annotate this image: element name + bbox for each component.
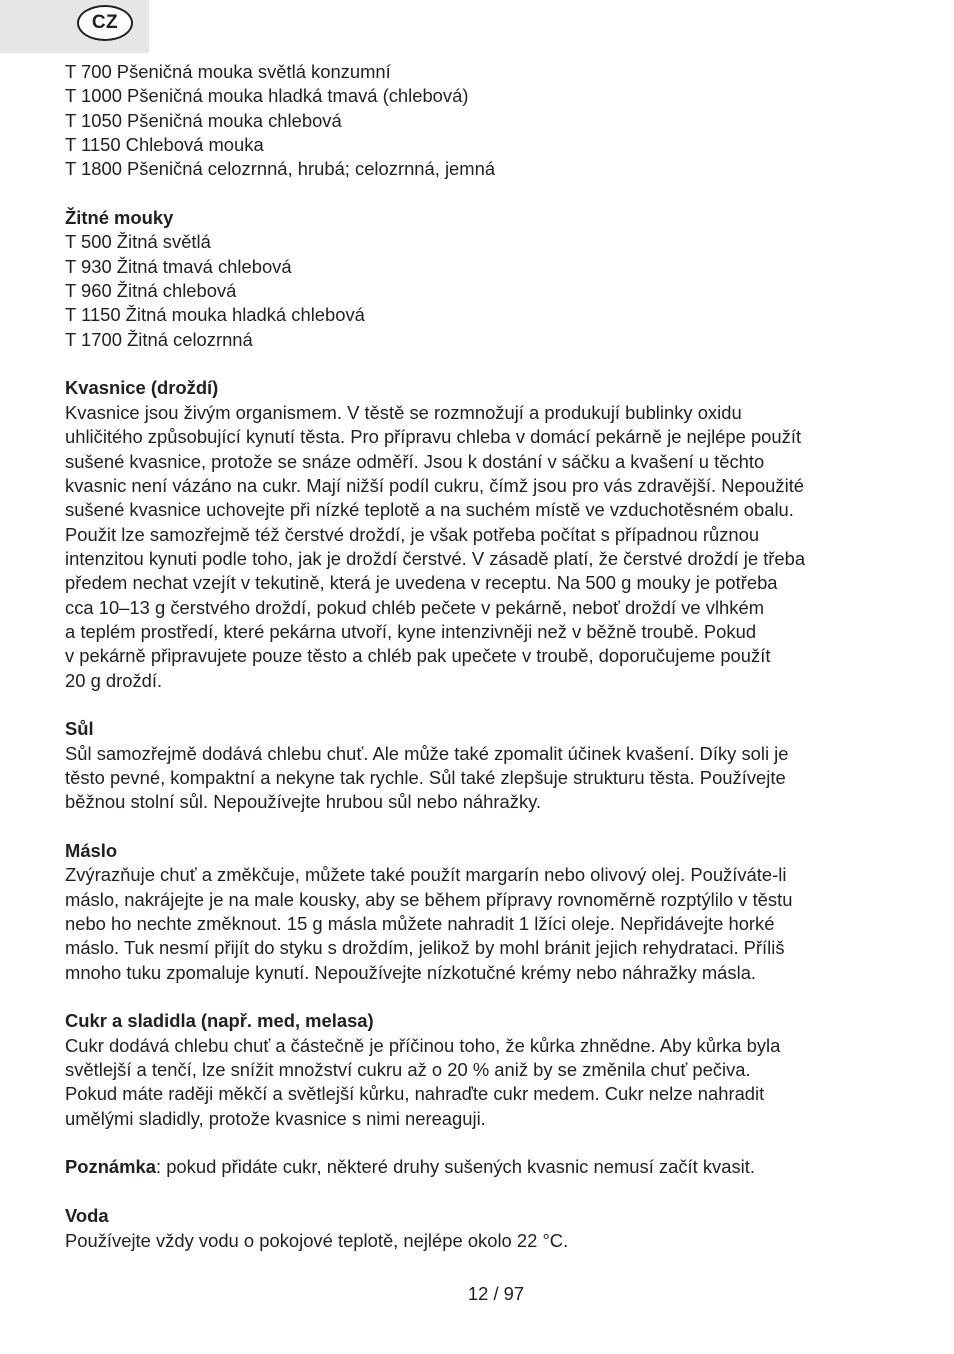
salt-section [65,717,905,814]
section-heading: Kvasnice (droždí) [65,377,219,399]
paragraph-line: cca 10–13 g čerstvého droždí, pokud chléb pečete v pekárně, neboť droždí ve vlhkém [65,596,765,618]
note-label: Poznámka [65,1156,156,1178]
list-item: T 1150 Žitná mouka hladká chlebová [65,304,365,326]
water-section [65,1204,905,1253]
sugar-section [65,1009,905,1131]
section-heading: Cukr a sladidla (např. med, melasa) [65,1010,374,1032]
paragraph-line: nebo ho nechte změknout. 15 g másla můžete nahradit 1 lžíci oleje. Nepřidávejte horké [65,913,775,935]
paragraph-line: Zvýrazňuje chuť a změkčuje, můžete také použít margarín nebo olivový olej. Používáte-li [65,864,787,886]
note-text: : pokud přidáte cukr, některé druhy sušených kvasnic nemusí začít kvasit. [155,1156,755,1178]
paragraph-line: v pekárně připravujete pouze těsto a chléb pak upečete v troubě, doporučujeme použít [65,645,771,667]
paragraph-line: Používejte vždy vodu o pokojové teplotě, nejlépe okolo 22 °C. [65,1229,569,1251]
paragraph-line: a teplém prostředí, které pekárna utvoří, kyne intenzivněji než v běžně troubě. Pokud [65,620,757,642]
wheat-flour-list [65,60,905,182]
paragraph-line: máslo, nakrájejte je na male kousky, aby se během přípravy rovnoměrně rozptýlilo v těstu [65,888,793,910]
paragraph-line: Kvasnice jsou živým organismem. V těstě se rozmnožují a produkují bublinky oxidu [65,401,742,423]
list-item: T 1800 Pšeničná celozrnná, hrubá; celozrnná, jemná [65,158,496,180]
list-item: T 1000 Pšeničná mouka hladká tmavá (chlebová) [65,85,469,107]
paragraph-line: těsto pevné, kompaktní a nekyne tak rychle. Sůl také zlepšuje strukturu těsta. Používejte [65,766,786,788]
list-item: T 500 Žitná světlá [65,231,211,253]
list-item: T 1150 Chlebová mouka [65,134,264,156]
paragraph-line: Použit lze samozřejmě též čerstvé droždí, je však potřeba počítat s případnou různou [65,523,760,545]
note-paragraph [65,1155,905,1179]
list-item: T 930 Žitná tmavá chlebová [65,255,292,277]
paragraph-line: 20 g droždí. [65,669,163,691]
section-heading: Sůl [65,718,94,740]
rye-flour-section [65,206,905,352]
language-badge: CZ [77,5,133,41]
paragraph-line: uhličitého způsobující kynutí těsta. Pro přípravu chleba v domácí pekárně je nejlépe použít [65,426,802,448]
paragraph-line: běžnou stolní sůl. Nepoužívejte hrubou sůl nebo náhražky. [65,791,542,813]
paragraph-line: kvasnic není vázáno na cukr. Mají nižší podíl cukru, čímž jsou pro vás zdravější. Nepoužité [65,474,805,496]
paragraph-line: intenzitou kynuti podle toho, jak je droždí čerstvé. V zásadě platí, že čerstvé droždí je třeba [65,547,806,569]
section-heading: Žitné mouky [65,207,174,229]
paragraph-line: předem nechat vzejít v tekutině, která je uvedena v receptu. Na 500 g mouky je potřeba [65,572,778,594]
butter-section [65,839,905,985]
page-number: 12 / 97 [467,1283,525,1304]
paragraph-line: umělými sladidly, protože kvasnice s nimi nereaguji. [65,1107,486,1129]
list-item: T 1050 Pšeničná mouka chlebová [65,109,342,131]
yeast-section [65,376,905,692]
paragraph-line: Sůl samozřejmě dodává chlebu chuť. Ale může také zpomalit účinek kvašení. Díky soli je [65,742,789,764]
paragraph-line: světlejší a tenčí, lze snížit množství cukru až o 20 % aniž by se změnila chuť pečiva. [65,1059,751,1081]
paragraph-line: sušené kvasnice uchovejte při nízké teplotě a na suchém místě ve vzduchotěsném obalu. [65,499,794,521]
paragraph-line: Pokud máte raději měkčí a světlejší kůrku, nahraďte cukr medem. Cukr nelze nahradit [65,1083,765,1105]
paragraph-line: sušené kvasnice, protože se snáze odměří. Jsou k dostání v sáčku a kvašení u těchto [65,450,765,472]
section-heading: Máslo [65,840,118,861]
list-item: T 960 Žitná chlebová [65,280,237,302]
paragraph-line: máslo. Tuk nesmí přijít do styku s droždím, jelikož by mohl bránit jejich rehydrataci. Příliš [65,937,785,959]
language-tab [0,0,149,53]
document-body [65,60,905,1253]
paragraph-line: Cukr dodává chlebu chuť a částečně je příčinou toho, že kůrka zhnědne. Aby kůrka byla [65,1034,781,1056]
section-heading: Voda [65,1205,109,1227]
list-item: T 1700 Žitná celozrnná [65,328,253,350]
paragraph-line: mnoho tuku zpomaluje kynutí. Nepoužívejte nízkotučné krémy nebo náhražky másla. [65,961,757,983]
list-item: T 700 Pšeničná mouka světlá konzumní [65,61,391,82]
